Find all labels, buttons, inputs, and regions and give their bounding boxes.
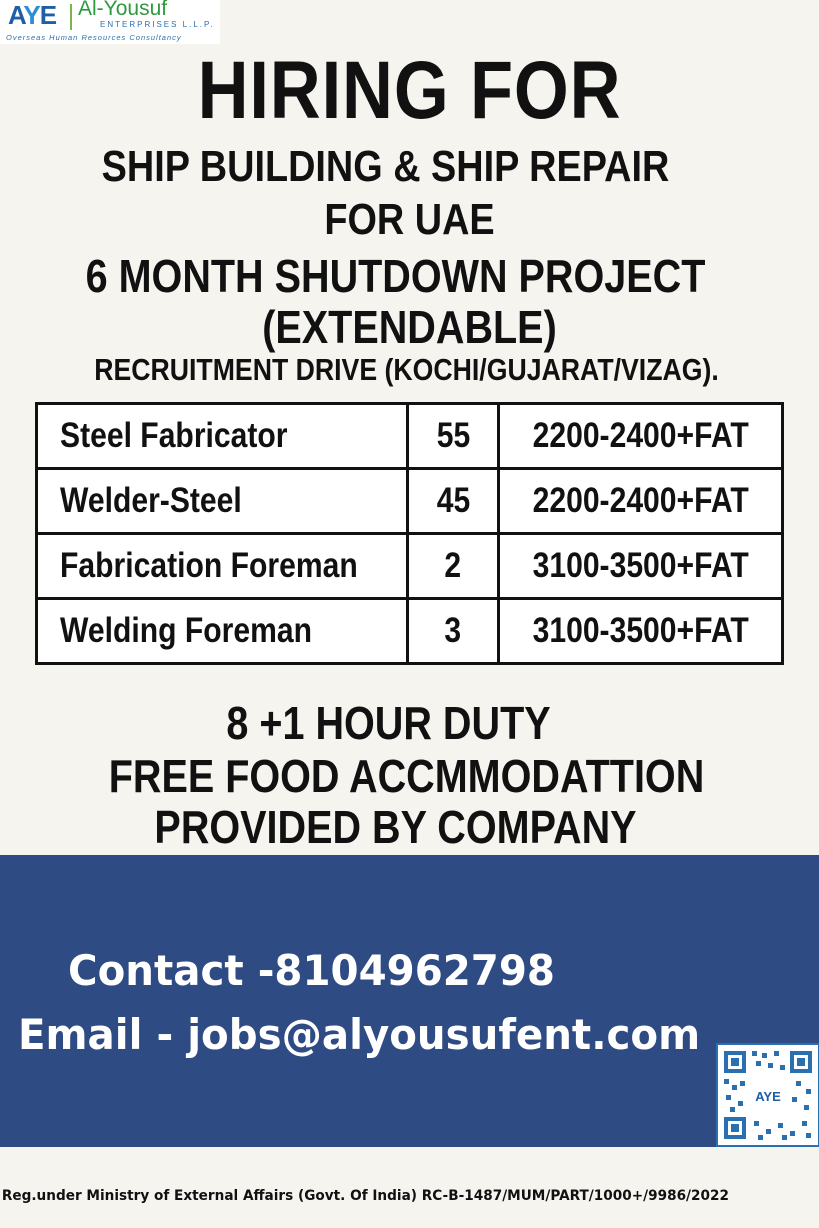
job-count-text: 3 [444,611,462,650]
table-row [37,469,783,534]
job-count-text: 45 [436,481,470,520]
logo-company-suffix: ENTERPRISES L.L.P. [100,20,215,29]
headline-extendable: (EXTENDABLE) [262,301,557,353]
job-count [408,469,499,534]
job-count-text: 2 [444,546,462,585]
contact-email[interactable]: Email - jobs@alyousufent.com [18,1010,701,1059]
logo-mark [8,0,56,31]
contact-phone[interactable]: Contact -8104962798 [68,946,555,995]
job-salary [499,469,783,534]
benefit-duty-hours: 8 +1 HOUR DUTY [226,697,551,749]
headline-hiring: HIRING FOR [197,45,622,136]
headline-recruitment-drive: RECRUITMENT DRIVE (KOCHI/GUJARAT/VIZAG). [94,352,719,387]
benefit-provided-by: PROVIDED BY COMPANY [154,801,637,853]
jobs-table [35,402,784,665]
job-position [37,599,408,664]
job-position [37,469,408,534]
company-logo [0,0,220,44]
job-count [408,534,499,599]
job-count [408,599,499,664]
headline-industry: SHIP BUILDING & SHIP REPAIR [101,142,670,191]
headline-project: 6 MONTH SHUTDOWN PROJECT [85,250,706,302]
headline-country: FOR UAE [324,195,495,244]
qr-code-graphic [718,1045,818,1145]
logo-letter-e: E [39,0,57,30]
job-salary-text: 3100-3500+FAT [532,611,749,650]
job-position [37,404,408,469]
table-row [37,534,783,599]
job-salary [499,534,783,599]
job-position-text: Steel Fabricator [60,416,288,455]
logo-company-name: Al-Yousuf [78,0,168,20]
job-count-text: 55 [436,416,470,455]
table-row [37,599,783,664]
job-salary-text: 2200-2400+FAT [532,481,749,520]
job-count [408,404,499,469]
logo-tagline: Overseas Human Resources Consultancy [6,33,182,42]
logo-divider [70,4,72,30]
contact-band [0,855,819,1147]
benefit-food-accommodation: FREE FOOD ACCMMODATTION [108,750,705,802]
job-position-text: Fabrication Foreman [60,546,358,585]
job-salary [499,404,783,469]
qr-center-logo: AYE [755,1089,781,1104]
job-salary-text: 2200-2400+FAT [532,416,749,455]
job-salary-text: 3100-3500+FAT [532,546,749,585]
logo-letter-a: A [8,0,24,30]
registration-footer: Reg.under Ministry of External Affairs (Govt. Of India) RC-B-1487/MUM/PART/1000+/9986/2022 [1,1188,729,1204]
job-salary [499,599,783,664]
job-position-text: Welder-Steel [60,481,242,520]
logo-letter-y: Y [23,0,40,30]
job-position-text: Welding Foreman [60,611,312,650]
qr-code[interactable] [716,1043,819,1147]
job-position [37,534,408,599]
table-row [37,404,783,469]
